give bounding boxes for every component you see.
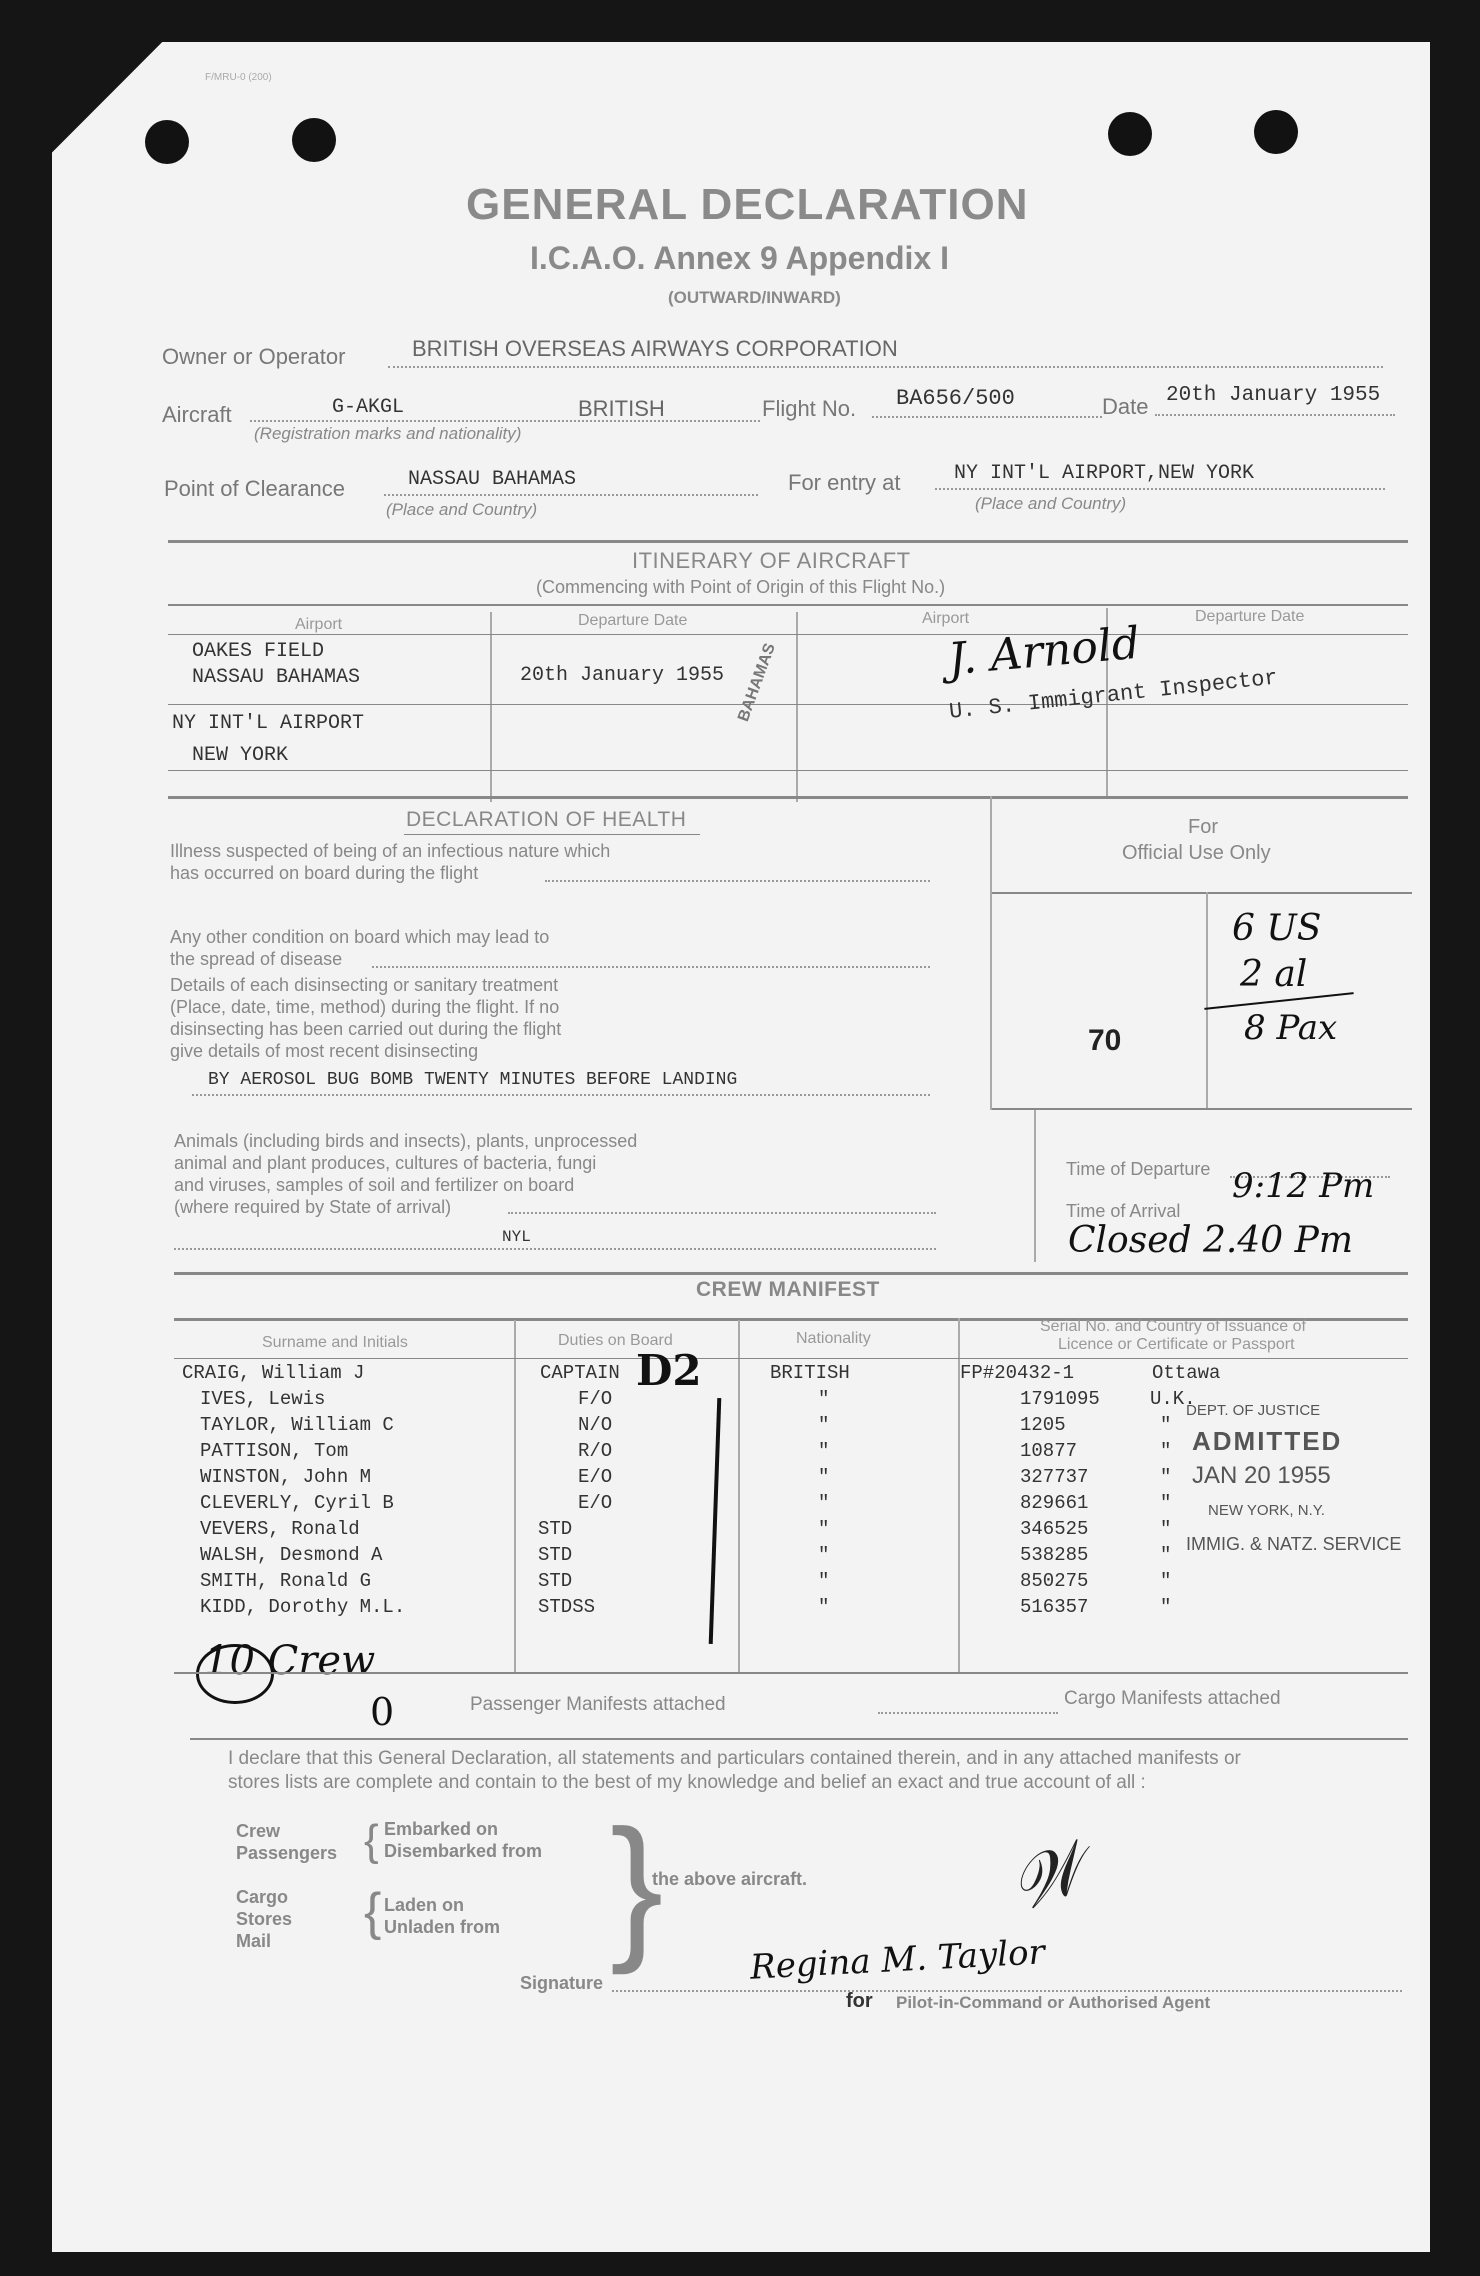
stamp-line: NEW YORK, N.Y. [1208,1502,1325,1519]
crew-name: CLEVERLY, Cyril B [200,1492,394,1514]
flight-number: BA656/500 [896,386,1015,411]
signature-hand: Regina M. Taylor [749,1932,1046,1988]
punch-hole [145,120,189,164]
crew-issue: " [1160,1570,1172,1592]
aircraft-registration: G-AKGL [332,396,405,419]
crew-duty: STDSS [538,1596,596,1618]
aircraft-label: Aircraft [162,402,232,427]
itinerary-header-airport: Airport [295,616,343,633]
direction-label: (OUTWARD/INWARD) [668,288,841,307]
laden-label: Laden on [384,1895,464,1915]
crew-name: WINSTON, John M [200,1466,372,1488]
table-row [0,1570,1480,1596]
declaration-line2: stores lists are complete and contain to the best of my knowledge and belief an exact and true account of all : [228,1772,1146,1793]
disembarked-label: Disembarked from [384,1841,543,1861]
health-q3-line4: give details of most recent disinsecting [170,1041,479,1061]
crew-name: WALSH, Desmond A [200,1544,383,1566]
crew-serial: FP#20432-1 [960,1362,1075,1384]
crew-hand-count: 10 Crew [204,1638,376,1684]
official-hand-2: 2 al [1240,954,1308,995]
form-title: GENERAL DECLARATION [466,180,1029,229]
brace: { [364,1883,382,1941]
passenger-manifest-label: Passenger Manifests attached [470,1694,726,1715]
entry-value: NY INT'L AIRPORT,NEW YORK [954,462,1255,485]
arrival-time-label: Time of Arrival [1066,1201,1181,1221]
passengers-item: Passengers [236,1843,338,1863]
stores-item: Stores [236,1909,293,1929]
crew-item: Crew [236,1821,281,1841]
crew-issue: " [1160,1466,1172,1488]
itinerary-airport-2a: NY INT'L AIRPORT [172,712,365,735]
animals-line1: Animals (including birds and insects), plants, unprocessed [174,1131,638,1151]
cargo-manifest-label: Cargo Manifests attached [1064,1688,1281,1709]
itinerary-airport-1b: NASSAU BAHAMAS [192,666,361,689]
itinerary-header-date-2: Departure Date [1195,608,1305,625]
crew-duty: N/O [578,1414,613,1436]
crew-issue: " [1160,1414,1172,1436]
crew-duty: E/O [578,1492,613,1514]
crew-nationality: " [818,1544,830,1566]
crew-name: CRAIG, William J [182,1362,365,1384]
crew-name: VEVERS, Ronald [200,1518,360,1540]
big-brace: } [610,1796,664,1975]
health-q3-line3: disinsecting has been carried out during the flight [170,1019,562,1039]
crew-nationality: " [818,1466,830,1488]
crew-nationality: " [818,1388,830,1410]
form-code: F/MRU-0 (200) [205,72,272,83]
crew-serial: 346525 [1020,1518,1089,1540]
itinerary-title: ITINERARY OF AIRCRAFT [632,548,911,573]
entry-label: For entry at [788,470,901,495]
punch-hole [1254,110,1298,154]
crew-name: IVES, Lewis [200,1388,326,1410]
punch-hole [292,118,336,162]
form-subtitle: I.C.A.O. Annex 9 Appendix I [530,240,950,276]
crew-name: TAYLOR, William C [200,1414,394,1436]
itinerary-airport-1a: OAKES FIELD [192,640,325,663]
owner-label: Owner or Operator [162,344,346,369]
disinsecting-answer: BY AEROSOL BUG BOMB TWENTY MINUTES BEFORE LANDING [208,1070,738,1090]
crew-serial: 538285 [1020,1544,1089,1566]
crew-nationality: " [818,1518,830,1540]
departure-time-label: Time of Departure [1066,1159,1211,1179]
passenger-manifest-hand: 0 [370,1690,395,1734]
crew-serial: 850275 [1020,1570,1089,1592]
health-q3-line1: Details of each disinsecting or sanitary treatment [170,975,559,995]
registration-note: (Registration marks and nationality) [254,424,522,443]
crew-header-duty: Duties on Board [558,1332,673,1349]
stamp-line: DEPT. OF JUSTICE [1186,1402,1321,1419]
crew-duty: STD [538,1570,573,1592]
arrival-time-hand: 9:12 Pm [1232,1166,1375,1206]
itinerary-date-1: 20th January 1955 [520,664,725,687]
crew-header-serial-1: Serial No. and Country of Issuance of [1040,1318,1306,1335]
itinerary-header-date: Departure Date [578,612,688,629]
crew-duty: F/O [578,1388,613,1410]
crew-name: SMITH, Ronald G [200,1570,372,1592]
owner-value: BRITISH OVERSEAS AIRWAYS CORPORATION [412,336,898,361]
flight-label: Flight No. [762,396,857,421]
aircraft-nationality: BRITISH [578,396,665,421]
crew-duty: STD [538,1544,573,1566]
crew-nationality: " [818,1596,830,1618]
brace: { [364,1816,379,1865]
crew-serial: 10877 [1020,1440,1078,1462]
crew-serial: 1205 [1020,1414,1066,1436]
crew-duty: STD [538,1518,573,1540]
official-title-1: For [1188,816,1218,838]
itinerary-subtitle: (Commencing with Point of Origin of this Flight No.) [536,577,946,597]
date-label: Date [1102,394,1149,419]
crew-nationality: " [818,1570,830,1592]
crew-nationality: " [818,1414,830,1436]
crew-serial: 1791095 [1020,1388,1100,1410]
animals-line3: and viruses, samples of soil and fertilizer on board [174,1175,575,1195]
official-hand-1: 6 US [1232,908,1322,949]
stamp-line: ADMITTED [1192,1426,1343,1456]
mail-item: Mail [236,1931,272,1951]
crew-duty: E/O [578,1466,613,1488]
itinerary-header-airport-2: Airport [922,610,970,627]
inspector-stamp: U. S. Immigrant Inspector [948,665,1279,725]
health-q1-line1: Illness suspected of being of an infectious nature which [170,841,611,861]
captain-initials: 𝒲 [998,1825,1096,1929]
table-row [0,1362,1480,1388]
signature-label: Signature [520,1973,604,1993]
stamp-line: IMMIG. & NATZ. SERVICE [1186,1534,1402,1554]
crew-header-name: Surname and Initials [262,1334,408,1351]
hand-circle [196,1644,274,1704]
punch-hole [1108,112,1152,156]
animals-line2: animal and plant produces, cultures of bacteria, fungi [174,1153,597,1173]
itinerary-airport-2b: NEW YORK [192,744,289,767]
crew-issue: " [1160,1440,1172,1462]
crew-header-nat: Nationality [796,1330,871,1347]
crew-serial: 327737 [1020,1466,1089,1488]
crew-header-serial-2: Licence or Certificate or Passport [1058,1336,1295,1353]
crew-nationality: " [818,1492,830,1514]
entry-note: (Place and Country) [975,494,1127,513]
closed-time-hand: Closed 2.40 Pm [1068,1220,1353,1261]
clearance-label: Point of Clearance [164,476,345,501]
official-hand-3: 8 Pax [1244,1008,1338,1048]
side-stamp: BAHAMAS [735,641,779,724]
declaration-line1: I declare that this General Declaration, all statements and particulars contained therein, and in any attached manifests or [228,1748,1241,1769]
cargo-item: Cargo [236,1887,289,1907]
crew-name: PATTISON, Tom [200,1440,349,1462]
crew-duty: R/O [578,1440,613,1462]
health-title: DECLARATION OF HEALTH [406,808,687,831]
pic-label: Pilot-in-Command or Authorised Agent [896,1993,1211,2012]
clearance-value: NASSAU BAHAMAS [408,468,577,491]
table-row [0,1596,1480,1622]
crew-issue: " [1160,1544,1172,1566]
crew-name: KIDD, Dorothy M.L. [200,1596,406,1618]
official-title-2: Official Use Only [1122,842,1271,864]
crew-hand-code: D2 [636,1346,702,1395]
crew-nationality: " [818,1440,830,1462]
health-q2-line2: the spread of disease [170,949,343,969]
unladen-label: Unladen from [384,1917,501,1937]
above-aircraft-label: the above aircraft. [652,1869,808,1889]
crew-issue: " [1160,1518,1172,1540]
crew-issue: " [1160,1596,1172,1618]
health-q3-line2: (Place, date, time, method) during the flight. If no [170,997,560,1017]
flight-date: 20th January 1955 [1166,384,1381,407]
inspector-signature: J. Arnold [946,617,1142,686]
for-label: for [846,1990,873,2012]
crew-issue: U.K. [1150,1388,1196,1410]
crew-serial: 829661 [1020,1492,1089,1514]
crew-issue: Ottawa [1152,1362,1221,1384]
crew-serial: 516357 [1020,1596,1089,1618]
health-q1-line2: has occurred on board during the flight [170,863,479,883]
health-q2-line1: Any other condition on board which may lead to [170,927,550,947]
official-number: 70 [1088,1024,1122,1057]
crew-nationality: BRITISH [770,1362,850,1384]
crew-title: CREW MANIFEST [696,1278,880,1301]
animals-answer: NYL [502,1228,531,1246]
embarked-label: Embarked on [384,1819,499,1839]
crew-issue: " [1160,1492,1172,1514]
stamp-line: JAN 20 1955 [1192,1462,1331,1489]
crew-duty: CAPTAIN [540,1362,620,1384]
clearance-note: (Place and Country) [386,500,538,519]
animals-line4: (where required by State of arrival) [174,1197,452,1217]
